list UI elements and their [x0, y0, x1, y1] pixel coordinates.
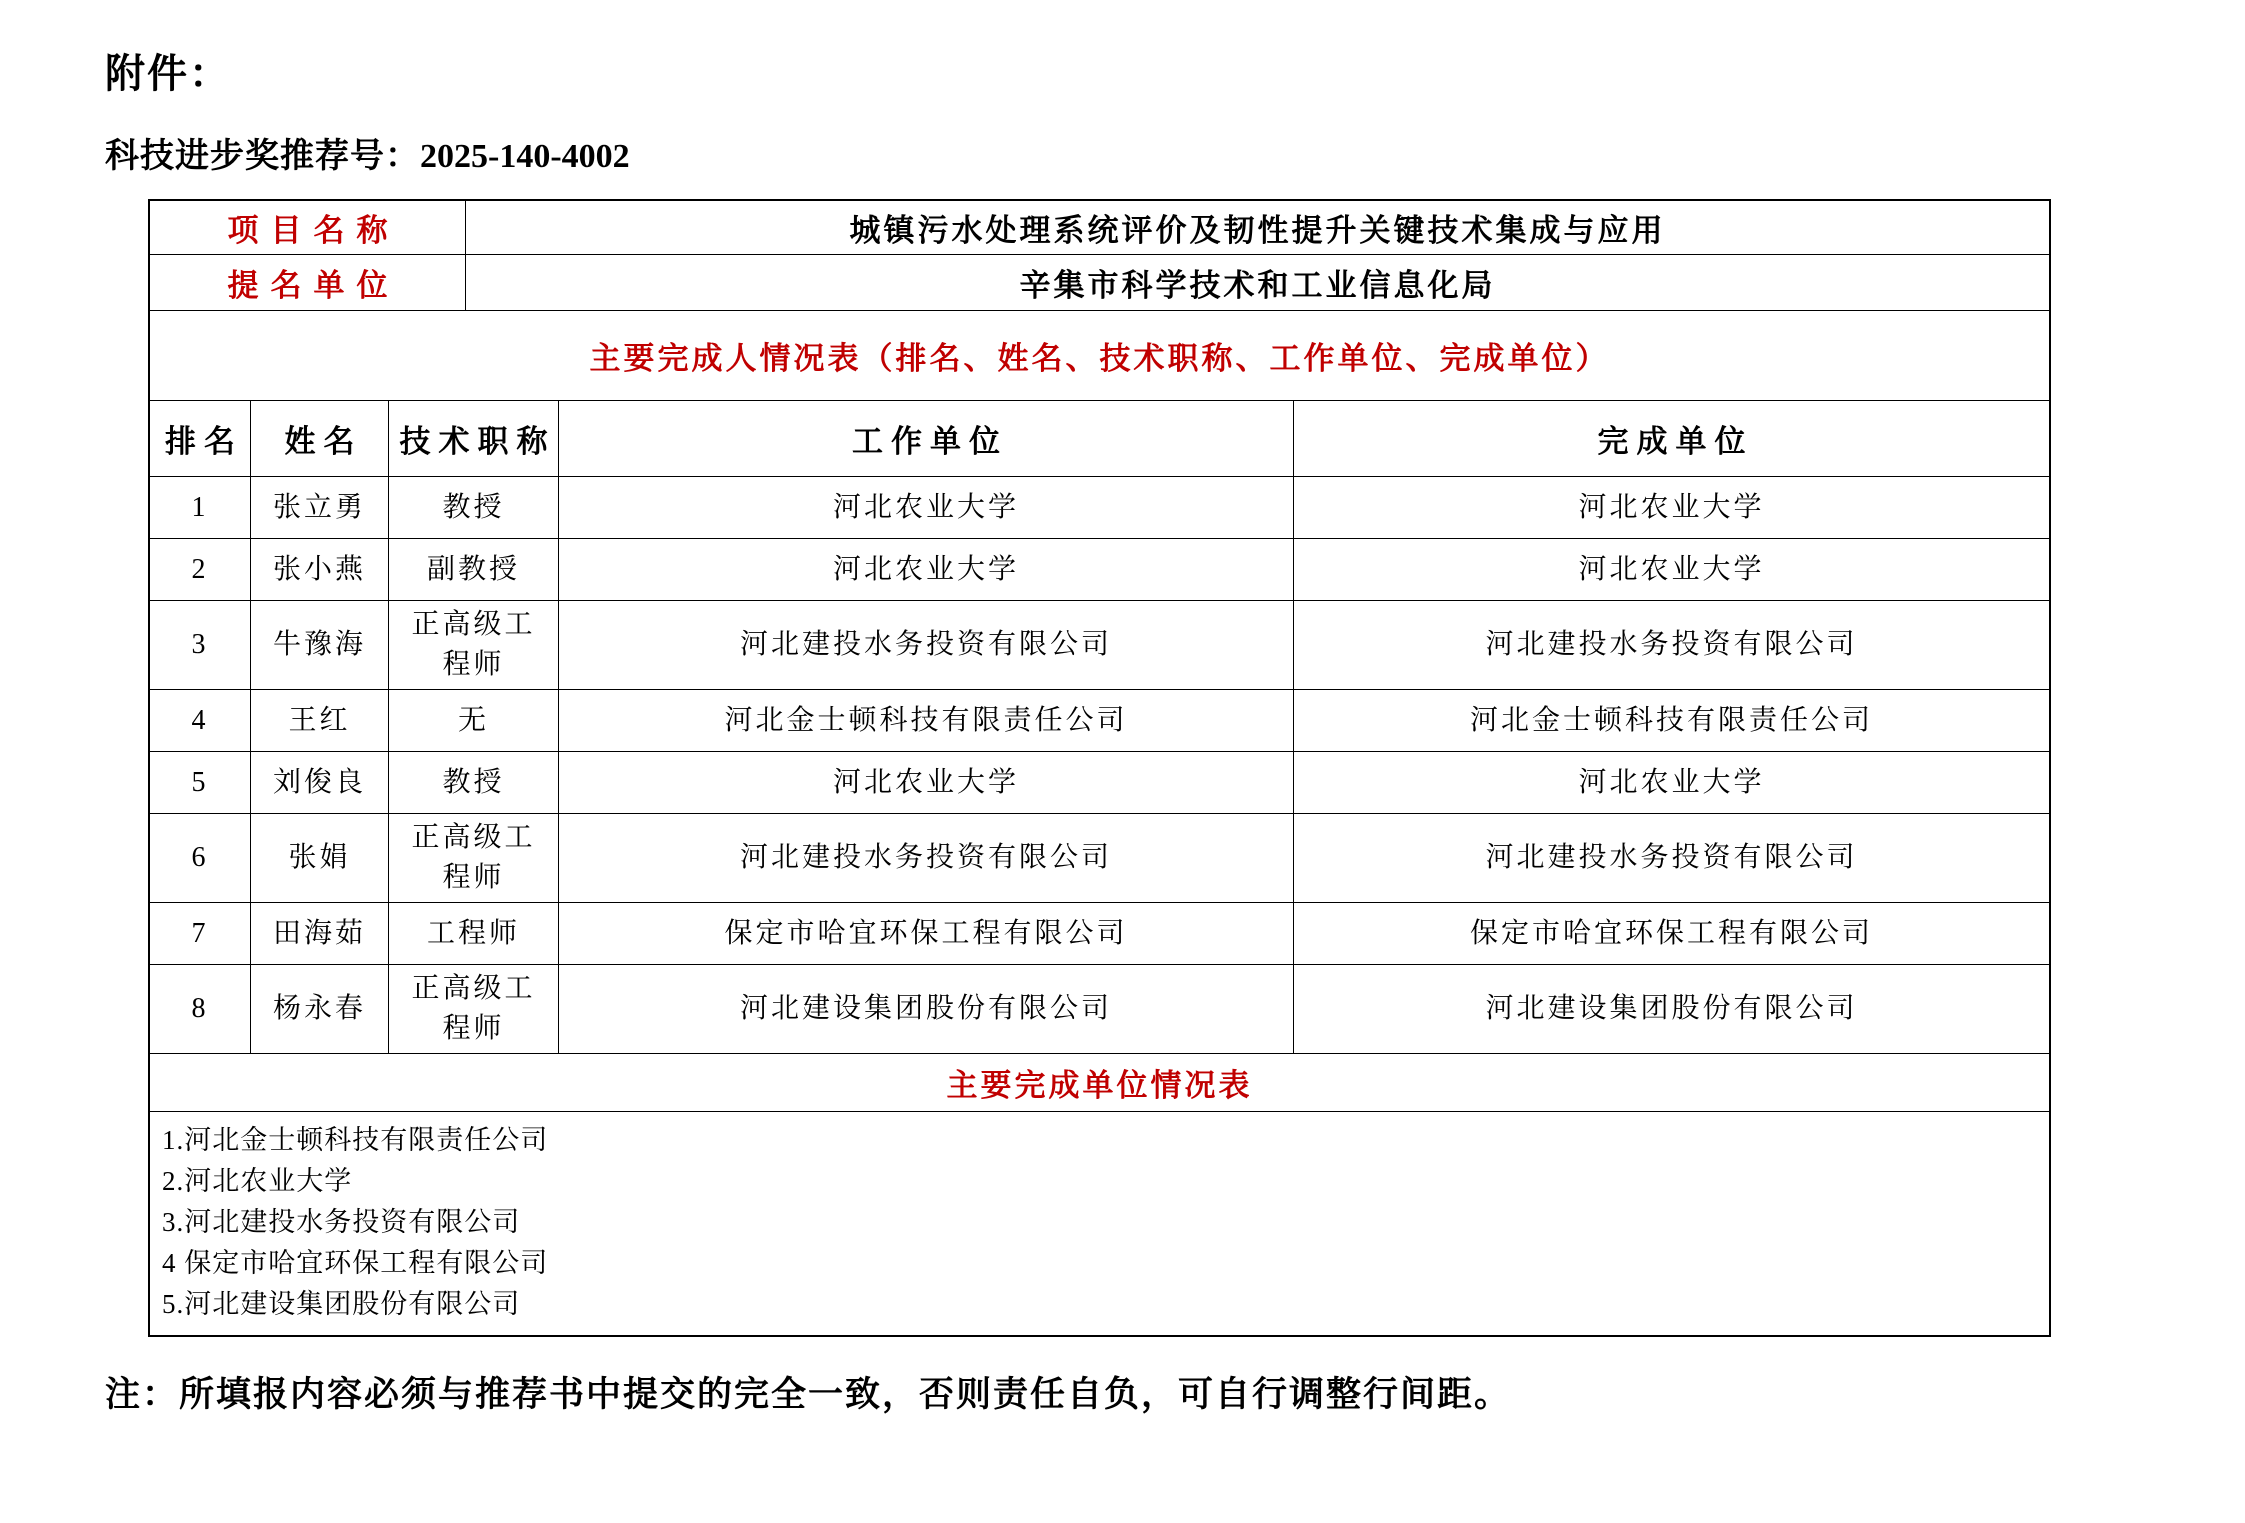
work-unit-cell: 河北农业大学 [558, 477, 1293, 538]
title-cell: 正高级工程师 [388, 965, 558, 1053]
performer-row [150, 477, 2049, 539]
name-cell: 田海茹 [250, 903, 388, 964]
units-section-title: 主要完成单位情况表 [150, 1054, 2049, 1112]
completion-unit-cell: 河北农业大学 [1293, 539, 2049, 600]
performers-section-title: 主要完成人情况表（排名、姓名、技术职称、工作单位、完成单位） [150, 311, 2049, 401]
unit-item: 2.河北农业大学 [162, 1166, 353, 1196]
unit-item: 5.河北建设集团股份有限公司 [162, 1289, 521, 1319]
project-name-label: 项目名称 [227, 213, 400, 248]
completion-unit-cell: 河北建设集团股份有限公司 [1293, 965, 2049, 1053]
rank-cell: 5 [191, 766, 209, 798]
rank-cell: 2 [191, 553, 209, 585]
completion-unit-cell: 河北农业大学 [1293, 477, 2049, 538]
header-work-unit: 工作单位 [558, 401, 1293, 476]
completion-unit-cell: 河北建投水务投资有限公司 [1293, 814, 2049, 902]
name-cell: 杨永春 [250, 965, 388, 1053]
header-name: 姓名 [250, 401, 388, 476]
completion-unit-cell: 河北金士顿科技有限责任公司 [1293, 690, 2049, 751]
performer-row [150, 690, 2049, 752]
name-cell: 牛豫海 [250, 601, 388, 689]
completion-unit-cell: 保定市哈宜环保工程有限公司 [1293, 903, 2049, 964]
title-cell: 无 [388, 690, 558, 751]
recommendation-number: 2025-140-4002 [420, 138, 630, 175]
title-cell: 副教授 [388, 539, 558, 600]
title-cell: 教授 [388, 752, 558, 813]
work-unit-cell: 河北农业大学 [558, 539, 1293, 600]
performer-row [150, 965, 2049, 1054]
performer-row [150, 752, 2049, 814]
nominator-label: 提名单位 [227, 268, 400, 303]
completion-unit-cell: 河北农业大学 [1293, 752, 2049, 813]
recommendation-number-line [105, 128, 2245, 177]
title-cell: 正高级工程师 [388, 814, 558, 902]
unit-item: 3.河北建投水务投资有限公司 [162, 1207, 521, 1237]
header-completion-unit: 完成单位 [1293, 401, 2049, 476]
work-unit-cell: 河北建设集团股份有限公司 [558, 965, 1293, 1053]
name-cell: 张立勇 [250, 477, 388, 538]
main-table [148, 199, 2051, 1337]
performer-row [150, 903, 2049, 965]
unit-item: 1.河北金士顿科技有限责任公司 [162, 1125, 549, 1155]
rank-cell: 6 [191, 842, 209, 873]
header-title: 技术职称 [388, 401, 558, 476]
performer-row [150, 814, 2049, 903]
header-rank: 排名 [165, 424, 243, 459]
recommendation-label: 科技进步奖推荐号： [105, 138, 420, 175]
performer-row [150, 539, 2049, 601]
project-name-row [150, 201, 2049, 255]
name-cell: 张小燕 [250, 539, 388, 600]
name-cell: 王红 [250, 690, 388, 751]
units-list-row [150, 1112, 2049, 1335]
nominator-value: 辛集市科学技术和工业信息化局 [465, 255, 2049, 310]
project-name-value: 城镇污水处理系统评价及韧性提升关键技术集成与应用 [465, 201, 2049, 254]
performer-row [150, 601, 2049, 690]
nominator-row [150, 255, 2049, 311]
work-unit-cell: 河北金士顿科技有限责任公司 [558, 690, 1293, 751]
name-cell: 张娟 [250, 814, 388, 902]
name-cell: 刘俊良 [250, 752, 388, 813]
title-cell: 正高级工程师 [388, 601, 558, 689]
rank-cell: 3 [191, 629, 209, 660]
title-cell: 教授 [388, 477, 558, 538]
rank-cell: 4 [191, 704, 209, 736]
unit-item: 4 保定市哈宜环保工程有限公司 [162, 1248, 549, 1278]
performers-header-row [150, 401, 2049, 477]
work-unit-cell: 河北建投水务投资有限公司 [558, 814, 1293, 902]
rank-cell: 7 [191, 917, 209, 949]
attachment-label: 附件： [105, 51, 231, 96]
title-cell: 工程师 [388, 903, 558, 964]
units-list [150, 1112, 2049, 1335]
work-unit-cell: 河北农业大学 [558, 752, 1293, 813]
completion-unit-cell: 河北建投水务投资有限公司 [1293, 601, 2049, 689]
rank-cell: 8 [191, 993, 209, 1024]
work-unit-cell: 河北建投水务投资有限公司 [558, 601, 1293, 689]
footer-note: 注：所填报内容必须与推荐书中提交的完全一致，否则责任自负，可自行调整行间距。 [105, 1375, 1512, 1414]
rank-cell: 1 [191, 491, 209, 523]
work-unit-cell: 保定市哈宜环保工程有限公司 [558, 903, 1293, 964]
